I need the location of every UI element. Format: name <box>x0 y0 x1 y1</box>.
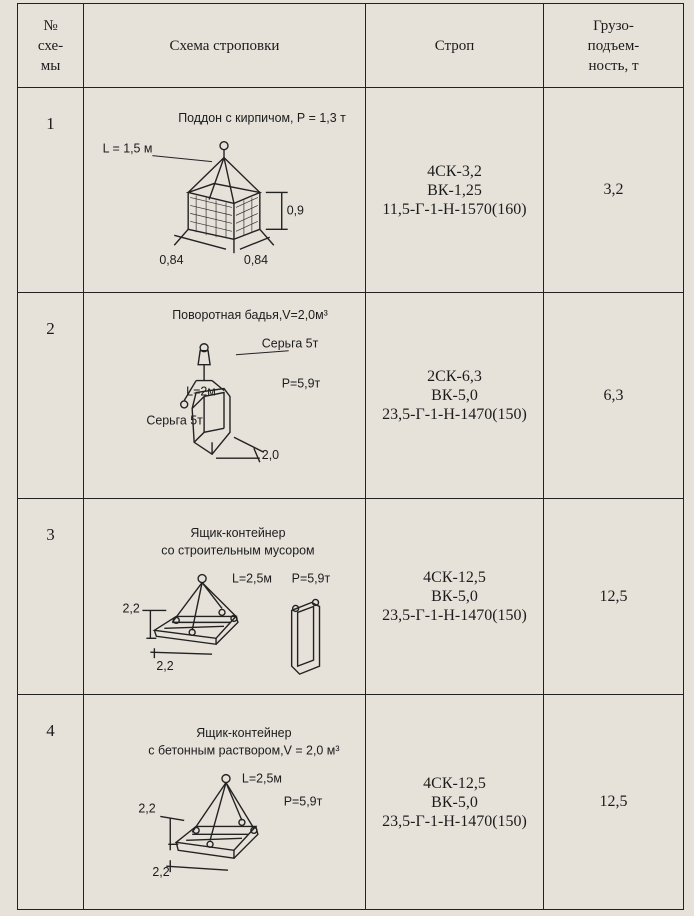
capacity-cell: 6,3 <box>544 293 684 499</box>
strop-line: 23,5-Г-1-Н-1470(150) <box>382 406 527 423</box>
side-dim-label: 2,2 <box>138 801 156 816</box>
header-capacity: Грузо- подъем- ность, т <box>544 4 684 88</box>
strop-line: 4СК-12,5 <box>423 569 486 586</box>
strop-line: 4СК-3,2 <box>427 162 482 180</box>
strop-line: 11,5-Г-1-Н-1570(160) <box>382 200 527 218</box>
strop-line: 23,5-Г-1-Н-1470(150) <box>382 607 527 624</box>
brick-pallet-drawing <box>84 88 366 292</box>
header-strop: Строп <box>366 4 544 88</box>
header-scheme: Схема строповки <box>84 4 366 88</box>
table-row <box>18 499 684 695</box>
scheme-cell <box>84 695 366 910</box>
strop-line: ВК-5,0 <box>431 588 478 605</box>
table-header-row <box>18 4 684 88</box>
scheme-title-line: с бетонным раствором,V = 2,0 м³ <box>148 743 340 758</box>
strop-line: ВК-5,0 <box>431 793 478 811</box>
scheme-title: Поворотная бадья,V=2,0м³ <box>172 307 328 322</box>
sling-length-label: L=2м <box>186 384 216 399</box>
capacity-cell: 12,5 <box>544 695 684 910</box>
row-number: 4 <box>18 695 84 910</box>
table-row <box>18 293 684 499</box>
scheme-cell <box>84 88 366 293</box>
scheme-cell <box>84 499 366 695</box>
strop-line: ВК-1,25 <box>427 181 482 199</box>
debris-container-drawing <box>84 499 366 694</box>
strop-line: 23,5-Г-1-Н-1470(150) <box>382 812 527 830</box>
weight-label: Р=5,9т <box>291 571 331 586</box>
side-dim-label: 2,2 <box>122 601 140 616</box>
strop-cell <box>366 88 544 293</box>
strop-line: ВК-5,0 <box>431 387 478 404</box>
width-label: 2,0 <box>261 448 280 463</box>
concrete-container-drawing <box>84 695 366 909</box>
shackle-bottom-label: Серьга 5т <box>146 413 203 428</box>
strop-line: 4СК-12,5 <box>423 774 486 792</box>
bottom-dim-label: 2,2 <box>156 659 174 674</box>
sling-length-label: L=2,5м <box>241 771 282 786</box>
width-label-left: 0,84 <box>159 253 184 268</box>
slinging-schemes-table <box>17 3 684 910</box>
sling-length-label: L = 1,5 м <box>102 141 153 156</box>
row-number: 1 <box>18 88 84 293</box>
row-number: 3 <box>18 499 84 695</box>
table-row <box>18 88 684 293</box>
strop-cell <box>366 499 544 695</box>
scheme-title-line: со строительным мусором <box>161 543 315 558</box>
row-number: 2 <box>18 293 84 499</box>
scheme-cell <box>84 293 366 499</box>
strop-cell <box>366 695 544 910</box>
strop-line: 2СК-6,3 <box>427 368 482 385</box>
weight-label: Р=5,9т <box>281 376 321 391</box>
shackle-top-label: Серьга 5т <box>261 336 319 351</box>
sling-length-label: L=2,5м <box>231 571 272 586</box>
weight-label: Р=5,9т <box>283 794 323 809</box>
capacity-cell: 3,2 <box>544 88 684 293</box>
height-label: 0,9 <box>286 203 304 218</box>
capacity-cell: 12,5 <box>544 499 684 695</box>
strop-cell <box>366 293 544 499</box>
table-row <box>18 695 684 910</box>
header-number: № схе- мы <box>18 4 84 88</box>
bottom-dim-label: 2,2 <box>152 865 170 880</box>
scheme-title-line: Ящик-контейнер <box>190 525 286 540</box>
scheme-title-line: Ящик-контейнер <box>196 725 292 740</box>
width-label-right: 0,84 <box>243 253 269 268</box>
rotary-bucket-drawing <box>84 293 366 498</box>
scheme-title: Поддон с кирпичом, Р = 1,3 т <box>178 110 346 125</box>
